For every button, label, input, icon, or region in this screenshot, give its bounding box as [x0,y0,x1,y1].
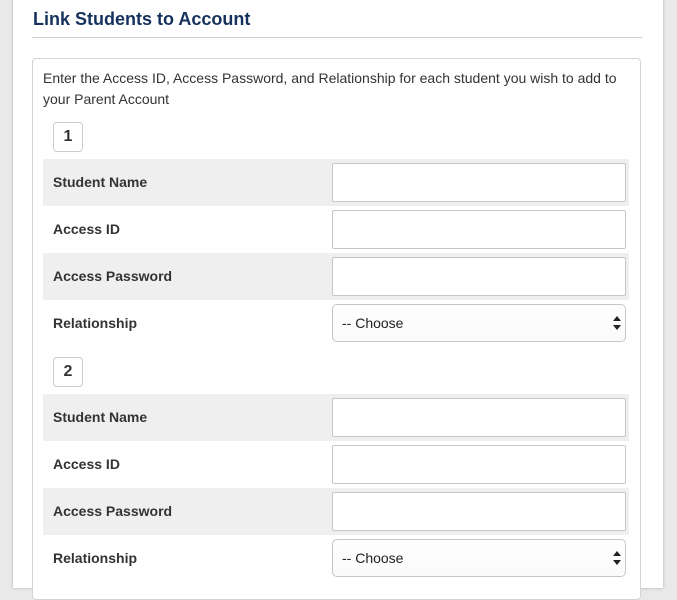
access-password-label: Access Password [53,503,173,519]
student-number-badge: 1 [53,122,83,152]
student-name-label: Student Name [53,174,148,190]
relationship-row [43,300,629,347]
student-name-row [43,394,629,441]
page [13,0,663,588]
updown-arrows-icon [613,316,621,330]
title-divider [32,37,642,38]
relationship-label: Relationship [53,550,138,566]
updown-arrows-icon [613,551,621,565]
relationship-label: Relationship [53,315,138,331]
page-title: Link Students to Account [33,9,251,29]
access-password-input[interactable] [332,492,626,531]
student-number-badge: 2 [53,357,83,387]
access-id-label: Access ID [53,221,120,237]
student-name-row [43,159,629,206]
relationship-selected-value: -- Choose [342,315,404,331]
access-password-row [43,253,629,300]
student-name-label: Student Name [53,409,148,425]
relationship-selected-value: -- Choose [342,550,404,566]
link-students-panel [32,58,641,600]
relationship-row [43,535,629,582]
access-password-label: Access Password [53,268,173,284]
student-name-input[interactable] [332,398,626,437]
relationship-select[interactable] [332,304,626,342]
student-name-input[interactable] [332,163,626,202]
access-id-row [43,206,629,253]
access-password-row [43,488,629,535]
intro-text: Enter the Access ID, Access Password, and Relationship for each student you wish to add to your Parent Account [43,70,617,107]
access-password-input[interactable] [332,257,626,296]
access-id-label: Access ID [53,456,120,472]
access-id-input[interactable] [332,210,626,249]
relationship-select[interactable] [332,539,626,577]
access-id-input[interactable] [332,445,626,484]
access-id-row [43,441,629,488]
